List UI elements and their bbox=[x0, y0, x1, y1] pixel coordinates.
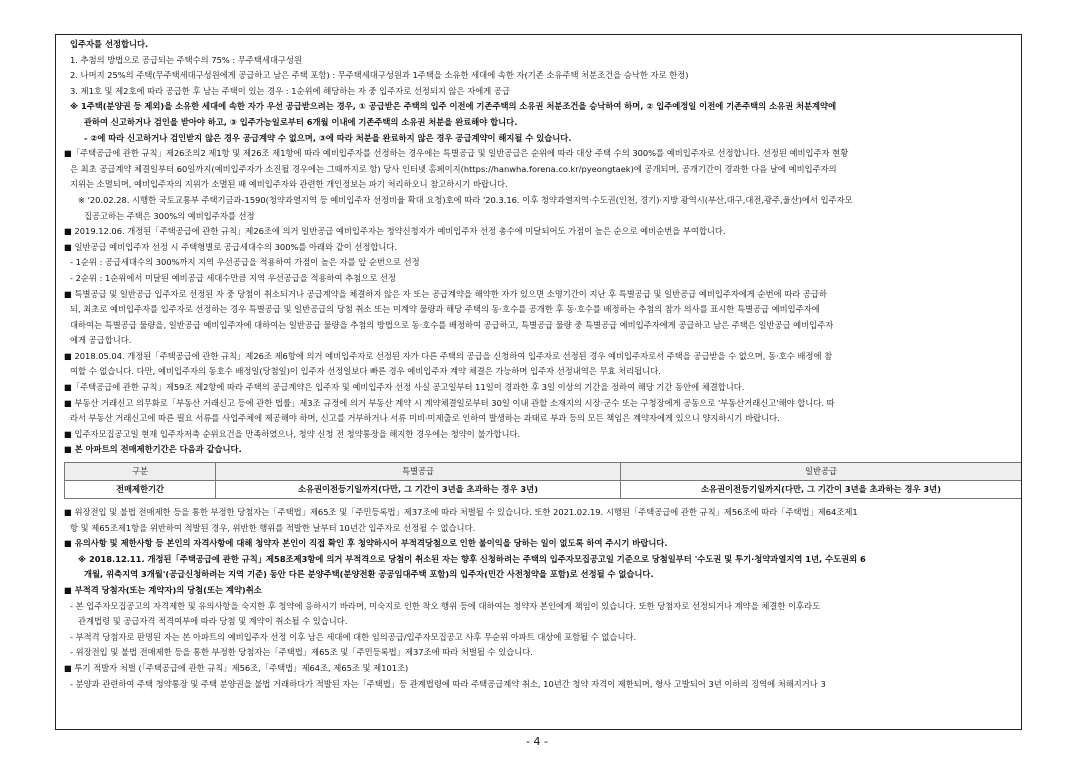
text-line: ■ 특별공급 및 일반공급 입주자로 선정된 자 중 당첨이 취소되거나 공급계약을 체결하지 않은 자 또는 공급계약을 해약한 자가 있으면 소명기간이 지난 후 특별공급 및 일반공급 예비입주자에게 순번에 따라 공급하 bbox=[64, 288, 827, 299]
table-header-special-supply: 특별공급 bbox=[216, 463, 621, 481]
table-header-row bbox=[65, 463, 1022, 481]
text-line: - 부적격 당첨자로 판명된 자는 본 아파트의 예비입주자 선정 이후 남은 세대에 대한 임의공급/입주자모집공고 사후 무순위 아파트 대상에 포함될 수 없습니다. bbox=[70, 631, 637, 642]
notice-section-1 bbox=[64, 37, 1015, 458]
table-cell-special-supply: 소유권이전등기일까지(다만, 그 기간이 3년을 초과하는 경우 3년) bbox=[216, 481, 621, 499]
text-line: ※ '20.02.28. 시행한 국토교통부 주택기금과-1590(청약과열지역 등 예비입주자 선정비율 확대 요청)호에 따라 '20.3.16. 이후 청약과열지역·수도권(인천, 경기)·지방 광역시(부산,대구,대전,광주,울산)에서 입주자모 bbox=[78, 194, 853, 205]
table-header-general-supply: 일반공급 bbox=[621, 463, 1022, 481]
text-line: 관계법령 및 공급자격 적격여부에 따라 당첨 및 계약이 취소될 수 있습니다. bbox=[78, 616, 348, 627]
text-line: 은 최초 공급계약 체결일부터 60일까지(예비입주자가 소진될 경우에는 그때까지로 함) 당사 인터넷 홈페이지(https://hanwha.forena.co.kr/pyeongtaek)에 공개되며, 공개기간이 경과한 다음 날에 예비입주자의 bbox=[70, 163, 837, 174]
text-line: 되, 최초로 예비입주자를 입주자로 선정하는 경우 특별공급 및 일반공급의 당첨 취소 또는 미계약 물량과 해당 주택의 동·호수를 공개한 후 동·호수를 배정하는 추첨의 참가 의사를 표시한 특별공급 예비입주자에 bbox=[70, 304, 820, 315]
content-frame bbox=[55, 34, 1022, 730]
text-line: ■ 위장전입 및 불법 전매제한 등을 통한 부정한 당첨자는「주택법」제65조 및「주민등록법」제37조에 따라 처벌될 수 있습니다. 또한 2021.02.19. 시행된「주택공급에 관한 규칙」제56조에 따라「주택법」제64조제1 bbox=[64, 507, 858, 518]
text-line: - ②에 따라 신고하거나 검인받지 않은 경우 공급계약 수 없으며, ③에 따라 처분을 완료하지 않은 경우 공급계약이 해지될 수 있습니다. bbox=[84, 132, 572, 143]
text-line: - 본 입주자모집공고의 자격제한 및 유의사항을 숙지한 후 청약에 응하시기 바라며, 미숙지로 인한 착오 행위 등에 대하여는 청약자 본인에게 책임이 있습니다. 또한 당첨자로 선정되거나 계약을 체결한 이후라도 bbox=[70, 600, 821, 611]
text-line: ■ 부적격 당첨자(또는 계약자)의 당첨(또는 계약)취소 bbox=[64, 585, 262, 595]
text-line: ■ 본 아파트의 전매제한기간은 다음과 같습니다. bbox=[64, 444, 242, 455]
text-line: ■ 투기 적발자 처벌 (「주택공급에 관한 규칙」제56조,「주택법」제64조, 제65조 및 제101조) bbox=[64, 662, 409, 673]
table-header-category: 구분 bbox=[65, 463, 216, 481]
text-line: ※ 1주택(분양권 등 제외)을 소유한 세대에 속한 자가 우선 공급받으려는 경우, ① 공급받은 주택의 입주 이전에 기존주택의 소유권 처분조건을 승낙하여 하며, ② 입주예정일 이전에 기존주택의 소유권 처분계약에 bbox=[70, 101, 837, 112]
text-line: - 분양과 관련하여 주택 청약통장 및 주택 분양권을 불법 거래하다가 적발된 자는「주택법」등 관계법령에 따라 주택공급계약 취소, 10년간 청약 자격이 제한되며, 형사 고발되어 3년 이하의 징역에 처해지거나 3 bbox=[70, 678, 826, 689]
text-line: 항 및 제65조제1항을 위반하여 적발된 경우, 위반한 행위를 적발한 날부터 10년간 입주자로 선정될 수 없습니다. bbox=[70, 522, 476, 533]
table-cell-category: 전매제한기간 bbox=[65, 481, 216, 499]
text-line: 개월, 위축지역 3개월'(공급신청하려는 지역 기준) 동안 다른 분양주택(분양전환 공공임대주택 포함)의 입주자(민간 사전청약을 포함)로 선정될 수 없습니다. bbox=[84, 569, 654, 580]
text-line: - 1순위 : 공급세대수의 300%까지 지역 우선공급을 적용하여 가점이 높은 자를 앞 순번으로 선정 bbox=[70, 257, 420, 268]
notice-section-2 bbox=[64, 505, 1015, 692]
resale-restriction-table bbox=[64, 462, 1022, 499]
text-line: 관하여 신고하거나 검인을 받아야 하고, ③ 입주가능일로부터 6개월 이내에 기존주택의 소유권 처분을 완료해야 합니다. bbox=[84, 116, 518, 127]
notice-body bbox=[56, 35, 1021, 692]
text-line: ■ 유의사항 및 제한사항 등 본인의 자격사항에 대해 청약자 본인이 직접 확인 후 청약하시어 부적격당첨으로 인한 불이익을 당하는 일이 없도록 하여 주시기 바랍니다. bbox=[64, 538, 668, 549]
text-line: 에게 공급합니다. bbox=[70, 335, 132, 346]
table-row bbox=[65, 481, 1022, 499]
table-cell-general-supply: 소유권이전등기일까지(다만, 그 기간이 3년을 초과하는 경우 3년) bbox=[621, 481, 1022, 499]
text-line: 지위는 소멸되며, 예비입주자의 지위가 소멸된 때 예비입주자와 관련한 개인정보는 파기 처리하오니 참고하시기 바랍니다. bbox=[70, 179, 508, 190]
text-line: ■ 부동산 거래신고 의무화로「부동산 거래신고 등에 관한 법률」제3조 규정에 의거 부동산 계약 시 계약체결일로부터 30일 이내 관할 소재지의 시장·군수 또는 구청장에게 공동으로 '부동산거래신고'해야 합니다. 따 bbox=[64, 397, 835, 408]
text-line: 집공고하는 주택은 300%의 예비입주자를 선정 bbox=[84, 210, 255, 221]
text-line: ■「주택공급에 관한 규칙」제59조 제2항에 따라 주택의 공급계약은 입주자 및 예비입주자 선정 사실 공고일부터 11일이 경과한 후 3일 이상의 기간을 정하여 해당 기간 동안에 체결합니다. bbox=[64, 382, 745, 393]
text-line: 입주자를 선정합니다. bbox=[70, 39, 149, 49]
text-line: ■ 입주자모집공고일 현재 입주자저축 순위요건을 만족하였으나, 청약 신청 전 청약통장을 해지한 경우에는 청약이 불가합니다. bbox=[64, 428, 521, 439]
text-line: 라서 부동산 거래신고에 따른 필요 서류를 사업주체에 제공해야 하며, 신고를 거부하거나 서류 미비·미제출로 인하여 발생하는 과태료 부과 등의 모든 책임은 계약자에게 있으니 양지하시기 바랍니다. bbox=[70, 413, 780, 424]
text-line: 2. 나머지 25%의 주택(무주택세대구성원에게 공급하고 남은 주택 포함) : 무주택세대구성원과 1주택을 소유한 세대에 속한 자(기존 소유주택 처분조건을 승낙한 자로 한정) bbox=[70, 70, 689, 81]
text-line: 대하여는 특별공급 물량을, 일반공급 예비입주자에 대하여는 일반공급 물량을 추첨의 방법으로 동·호수를 배정하여 공급하고, 특별공급 물량 중 특별공급 예비입주자에게 공급하고 남은 주택은 일반공급 예비입주자 bbox=[70, 319, 834, 330]
text-line: - 위장전입 및 불법 전매제한 등을 통한 부정한 당첨자는「주택법」제65조 및「주민등록법」제37조에 따라 처벌될 수 있습니다. bbox=[70, 647, 533, 658]
text-line: 3. 제1호 및 제2호에 따라 공급한 후 남는 주택이 있는 경우 : 1순위에 해당하는 자 중 입주자로 선정되지 않은 자에게 공급 bbox=[70, 85, 510, 96]
page-number: - 4 - bbox=[526, 735, 548, 748]
text-line: 1. 추첨의 방법으로 공급되는 주택수의 75% : 무주택세대구성원 bbox=[70, 54, 302, 65]
text-line: 여할 수 없습니다. 다만, 예비입주자의 동호수 배정일(당첨일)이 입주자 선정일보다 빠른 경우 예비입주자 계약 체결은 가능하며 입주자 선정내역은 무효 처리됩니다. bbox=[70, 366, 661, 377]
text-line: ■ 2018.05.04. 개정된「주택공급에 관한 규칙」제26조 제6항에 의거 예비입주자로 선정된 자가 다른 주택의 공급을 신청하여 입주자로 선정된 경우 예비입주자로서 주택을 공급받을 수 없으며, 동·호수 배정에 참 bbox=[64, 350, 833, 361]
text-line: ■ 2019.12.06. 개정된「주택공급에 관한 규칙」제26조에 의거 일반공급 예비입주자는 청약신청자가 예비입주자 선정 총수에 미달되어도 가점이 높은 순으로 예비순번을 부여합니다. bbox=[64, 226, 726, 237]
text-line: ※ 2018.12.11. 개정된「주택공급에 관한 규칙」제58조제3항에 의거 부적격으로 당첨이 취소된 자는 향후 신청하려는 주택의 입주자모집공고일 기준으로 당첨일부터 '수도권 및 투기·청약과열지역 1년, 수도권외 6 bbox=[78, 553, 866, 564]
text-line: ■ 일반공급 예비입주자 선정 시 주택형별로 공급세대수의 300%를 아래와 같이 선정합니다. bbox=[64, 241, 398, 252]
text-line: ■「주택공급에 관한 규칙」제26조의2 제1항 및 제26조 제1항에 따라 예비입주자를 선정하는 경우에는 특별공급 및 일반공급은 순위에 따라 대상 주택 수의 300%를 예비입주자로 선정합니다. 선정된 예비입주자 현황 bbox=[64, 148, 849, 159]
text-line: - 2순위 : 1순위에서 미달된 예비공급 세대수만큼 지역 우선공급을 적용하여 추첨으로 선정 bbox=[70, 272, 396, 283]
